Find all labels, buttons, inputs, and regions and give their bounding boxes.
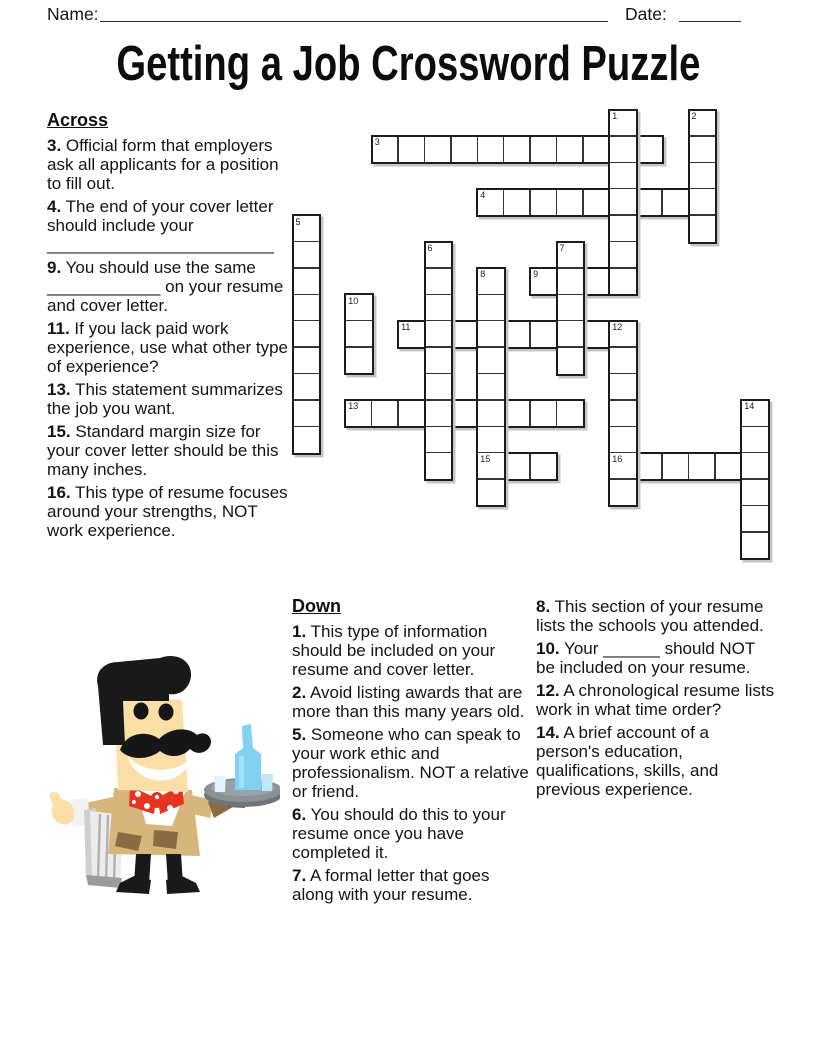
cell-number-13: 13 (348, 401, 359, 412)
7-down-word[interactable] (556, 241, 585, 376)
1-down-word[interactable] (608, 109, 637, 297)
clue-2: 2. Avoid listing awards that are more than this many years old. (292, 683, 525, 721)
down-clues-column (292, 597, 530, 908)
cell-number-14: 14 (744, 401, 755, 412)
across-heading: Across (47, 110, 109, 130)
clue-16: 16. This type of resume focuses around your strengths, NOT work experience. (47, 483, 288, 540)
cell-number-2: 2 (691, 111, 697, 121)
cell-number-11: 11 (401, 322, 411, 333)
clue-9: 9. You should use the same ____________ on your resume and cover letter. (47, 258, 284, 315)
clue-8: 8. This section of your resume lists the schools you attended. (536, 597, 764, 635)
clue-12: 12. A chronological resume lists work in what time order? (536, 681, 775, 719)
clue-10: 10. Your ______ should NOT be included on your resume. (536, 639, 755, 677)
clue-11: 11. If you lack paid work experience, use what other type of experience? (47, 319, 288, 376)
8-down-word[interactable] (476, 267, 505, 508)
13-across-word[interactable] (344, 399, 585, 428)
across-clue-list (47, 136, 291, 540)
clue-4: 4. The end of your cover letter should include your ________________________ (47, 197, 274, 254)
6-down-word[interactable] (424, 241, 453, 482)
clue-3: 3. Official form that employers ask all applicants for a position to fill out. (47, 136, 279, 193)
cell-number-9: 9 (533, 269, 539, 280)
cell-number-3: 3 (374, 137, 380, 148)
cell-number-1: 1 (612, 111, 618, 121)
down-heading: Down (292, 596, 341, 616)
14-down-word[interactable] (740, 399, 769, 560)
page-title: Getting a Job Crossword Puzzle (115, 37, 701, 91)
down-clues-column-right (536, 597, 776, 803)
cell-number-7: 7 (559, 243, 565, 253)
2-down-word[interactable] (688, 109, 717, 244)
across-clues-column (47, 111, 291, 544)
clue-1: 1. This type of information should be included on your resume and cover letter. (292, 622, 496, 679)
down-clue-list (292, 622, 530, 904)
cell-number-15: 15 (480, 454, 491, 465)
cell-number-4: 4 (480, 190, 486, 201)
clue-13: 13. This statement summarizes the job you want. (47, 380, 283, 418)
clue-6: 6. You should do this to your resume once you have completed it. (292, 805, 506, 862)
cell-number-12: 12 (612, 322, 623, 333)
cell-number-10: 10 (348, 295, 359, 306)
4-across-word[interactable] (476, 188, 717, 217)
waiter-illustration (30, 640, 280, 920)
clue-14: 14. A brief account of a person's education, qualifications, skills, and previous experience. (536, 723, 719, 799)
clue-5: 5. Someone who can speak to your work ethic and professionalism. NOT a relative or friend. (292, 725, 529, 801)
cell-number-16: 16 (612, 454, 623, 465)
cell-number-8: 8 (480, 269, 486, 280)
clue-7: 7. A formal letter that goes along with your resume. (292, 866, 490, 904)
clue-15: 15. Standard margin size for your cover letter should be this many inches. (47, 422, 279, 479)
cell-number-5: 5 (295, 216, 301, 227)
name-label: Name: (47, 4, 99, 24)
5-down-word[interactable] (292, 214, 321, 455)
down-clue-list-right (536, 597, 776, 799)
cell-number-6: 6 (427, 243, 433, 253)
12-down-word[interactable] (608, 320, 637, 508)
date-label: Date: (625, 4, 667, 24)
